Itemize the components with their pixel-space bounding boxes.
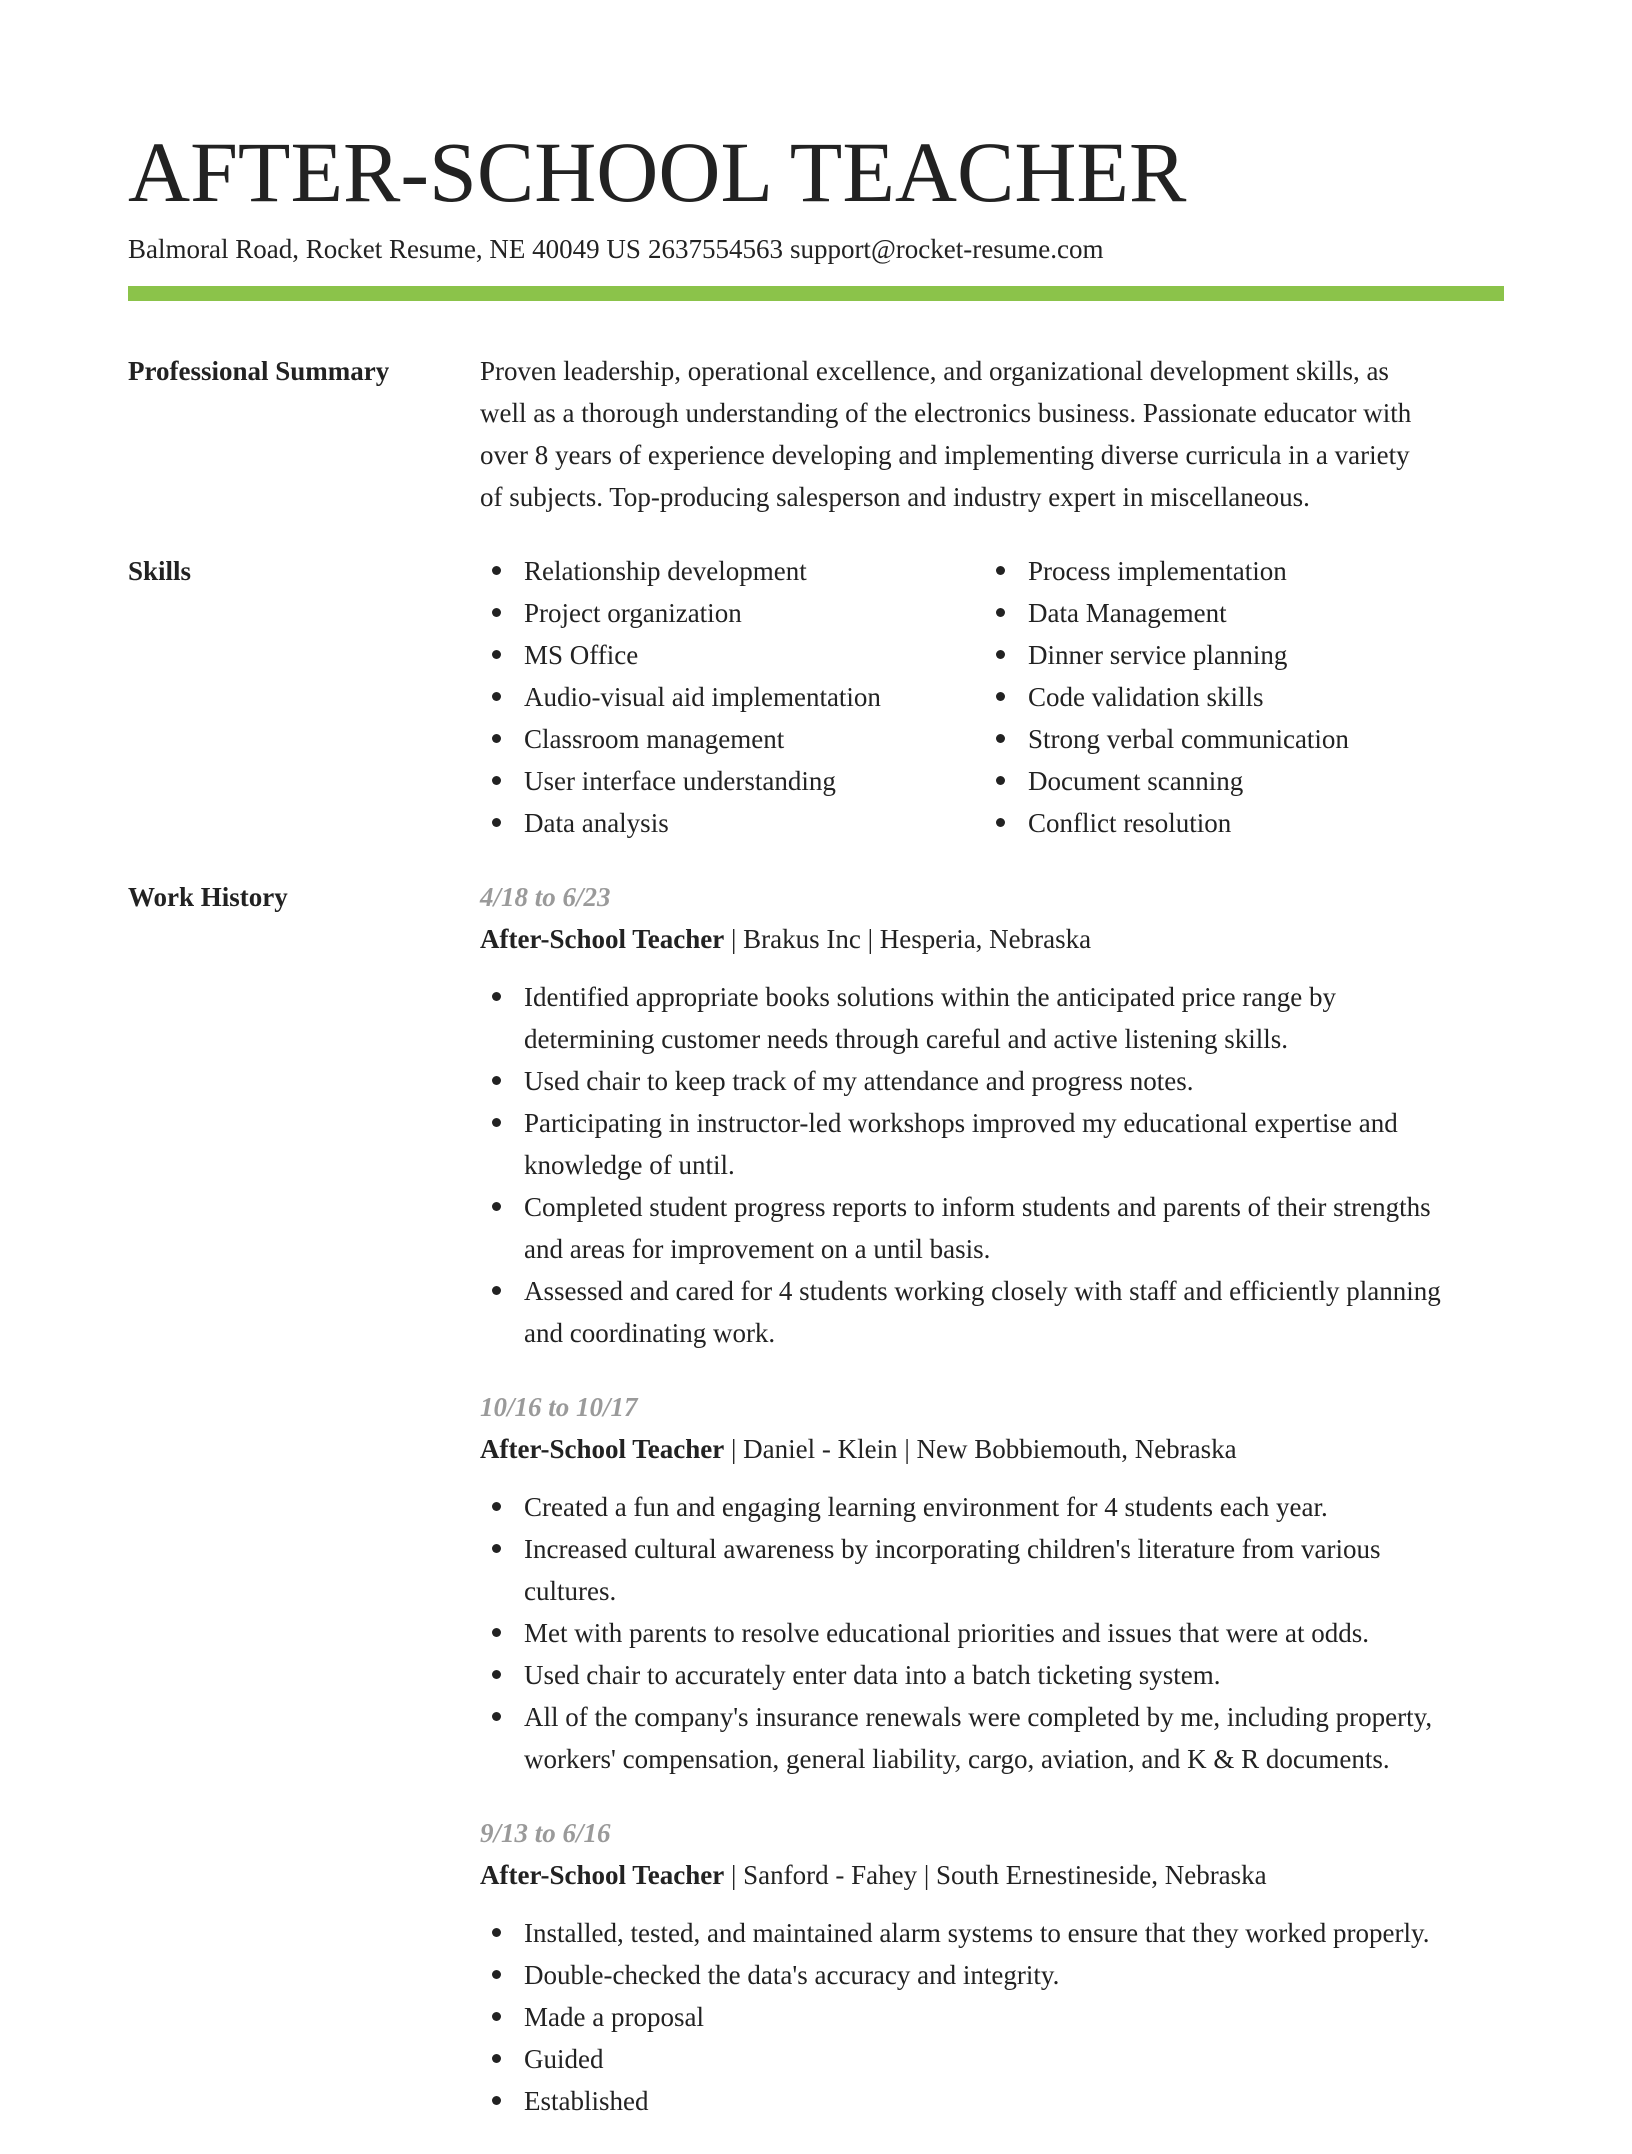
skill-label: Data Management (1028, 598, 1227, 628)
job-bullet (480, 1186, 1504, 1270)
bullet-icon (996, 566, 1005, 575)
contact-address: Balmoral Road, Rocket Resume, NE 40049 US (128, 234, 641, 264)
resume-name-heading: AFTER-SCHOOL TEACHER (128, 124, 1187, 220)
job-location: Hesperia, Nebraska (879, 924, 1092, 954)
skill-label: Audio-visual aid implementation (524, 682, 881, 712)
summary-line: Proven leadership, operational excellence, and organizational development skills, as (480, 356, 1389, 386)
bullet-icon (492, 692, 501, 701)
skill-item (984, 550, 1504, 592)
bullet-icon (492, 1118, 501, 1127)
skill-item (984, 592, 1504, 634)
skill-label: Project organization (524, 598, 742, 628)
bullet-icon (492, 1712, 501, 1721)
job-bullet (480, 1996, 1504, 2038)
job-entry (480, 1386, 1504, 1780)
skills-columns (480, 550, 1504, 844)
job-bullet-text: workers' compensation, general liability, cargo, aviation, and K & R documents. (524, 1744, 1390, 1774)
job-bullet-text: All of the company's insurance renewals were completed by me, including property, (524, 1702, 1433, 1732)
job-dates: 10/16 to 10/17 (480, 1392, 638, 1422)
skill-item (984, 718, 1504, 760)
job-bullet (480, 1060, 1504, 1102)
skill-label: Dinner service planning (1028, 640, 1288, 670)
job-bullet (480, 976, 1504, 1060)
job-bullet (480, 1912, 1504, 1954)
job-dates: 4/18 to 6/23 (480, 882, 611, 912)
skill-item (480, 550, 984, 592)
skill-label: Relationship development (524, 556, 807, 586)
job-header-line: After-School Teacher | Brakus Inc | Hesperia, Nebraska (480, 924, 1092, 954)
bullet-icon (492, 1544, 501, 1553)
work-history-section-label: Work History (128, 882, 288, 912)
skills-list-left (480, 550, 984, 844)
job-location: New Bobbiemouth, Nebraska (916, 1434, 1237, 1464)
bullet-icon (996, 650, 1005, 659)
work-history-list (480, 876, 1504, 2154)
bullet-icon (492, 2054, 501, 2063)
job-bullet (480, 1696, 1504, 1780)
job-bullet-list (480, 1486, 1504, 1780)
job-company: Daniel - Klein (743, 1434, 898, 1464)
skill-item (984, 760, 1504, 802)
bullet-icon (492, 1970, 501, 1979)
job-title: After-School Teacher (480, 1434, 725, 1464)
summary-line: well as a thorough understanding of the electronics business. Passionate educator with (480, 398, 1412, 428)
job-bullet-text: Participating in instructor-led workshops improved my educational expertise and (524, 1108, 1398, 1138)
job-bullet-text: Used chair to keep track of my attendance and progress notes. (524, 1066, 1194, 1096)
job-bullet (480, 1654, 1504, 1696)
job-company: Sanford - Fahey (743, 1860, 918, 1890)
bullet-icon (492, 818, 501, 827)
job-bullet-text: determining customer needs through careful and active listening skills. (524, 1024, 1289, 1054)
job-bullet-list (480, 1912, 1504, 2122)
bullet-icon (492, 2012, 501, 2021)
skills-list-right (984, 550, 1504, 844)
job-bullet-text: Created a fun and engaging learning environment for 4 students each year. (524, 1492, 1328, 1522)
job-bullet-text: Made a proposal (524, 2002, 704, 2032)
skill-label: Strong verbal communication (1028, 724, 1349, 754)
job-bullet-text: and areas for improvement on a until basis. (524, 1234, 991, 1264)
bullet-icon (492, 1928, 501, 1937)
skill-label: MS Office (524, 640, 639, 670)
skill-label: Process implementation (1028, 556, 1287, 586)
summary-section-label: Professional Summary (128, 356, 390, 386)
job-dates: 9/13 to 6/16 (480, 1818, 611, 1848)
bullet-icon (492, 566, 501, 575)
job-bullet-text: Installed, tested, and maintained alarm systems to ensure that they worked properly. (524, 1918, 1430, 1948)
job-bullet-text: Met with parents to resolve educational priorities and issues that were at odds. (524, 1618, 1370, 1648)
job-bullet (480, 2080, 1504, 2122)
skill-item (480, 802, 984, 844)
job-bullet-text: cultures. (524, 1576, 617, 1606)
skill-item (984, 676, 1504, 718)
skill-item (480, 592, 984, 634)
skill-item (480, 676, 984, 718)
job-bullet-text: Double-checked the data's accuracy and integrity. (524, 1960, 1060, 1990)
skill-item (984, 634, 1504, 676)
bullet-icon (492, 1628, 501, 1637)
bullet-icon (492, 608, 501, 617)
job-bullet-text: Completed student progress reports to inform students and parents of their strengths (524, 1192, 1431, 1222)
skill-label: User interface understanding (524, 766, 836, 796)
bullet-icon (996, 692, 1005, 701)
job-entry (480, 1812, 1504, 2122)
bullet-icon (996, 734, 1005, 743)
contact-email: support@rocket-resume.com (789, 234, 1104, 264)
job-bullet-text: and coordinating work. (524, 1318, 776, 1348)
job-bullet-text: Identified appropriate books solutions within the anticipated price range by (524, 982, 1337, 1012)
job-bullet (480, 1102, 1504, 1186)
bullet-icon (492, 2096, 501, 2105)
job-bullet-text: Established (524, 2086, 649, 2116)
job-bullet (480, 1954, 1504, 1996)
job-bullet (480, 1612, 1504, 1654)
job-bullet-list (480, 976, 1504, 1354)
job-location: South Ernestineside, Nebraska (935, 1860, 1267, 1890)
skill-item (984, 802, 1504, 844)
bullet-icon (492, 1502, 501, 1511)
job-header-line: After-School Teacher | Daniel - Klein | New Bobbiemouth, Nebraska (480, 1434, 1237, 1464)
bullet-icon (492, 776, 501, 785)
job-bullet (480, 1528, 1504, 1612)
skill-label: Code validation skills (1028, 682, 1264, 712)
job-bullet (480, 2038, 1504, 2080)
skill-label: Conflict resolution (1028, 808, 1232, 838)
bullet-icon (492, 992, 501, 1001)
bullet-icon (996, 818, 1005, 827)
bullet-icon (492, 1670, 501, 1679)
job-bullet-text: knowledge of until. (524, 1150, 735, 1180)
job-bullet-text: Increased cultural awareness by incorporating children's literature from various (524, 1534, 1381, 1564)
skill-label: Classroom management (524, 724, 785, 754)
job-title: After-School Teacher (480, 1860, 725, 1890)
skill-label: Data analysis (524, 808, 669, 838)
job-company: Brakus Inc (743, 924, 861, 954)
bullet-icon (996, 608, 1005, 617)
skill-item (480, 760, 984, 802)
summary-line: of subjects. Top-producing salesperson and industry expert in miscellaneous. (480, 482, 1310, 512)
job-bullet (480, 1270, 1504, 1354)
job-bullet (480, 1486, 1504, 1528)
contact-phone: 2637554563 (647, 234, 783, 264)
accent-divider (128, 286, 1504, 301)
contact-line (128, 232, 1103, 266)
skill-item (480, 634, 984, 676)
bullet-icon (492, 1202, 501, 1211)
bullet-icon (492, 650, 501, 659)
summary-text (480, 350, 1504, 518)
bullet-icon (996, 776, 1005, 785)
bullet-icon (492, 1286, 501, 1295)
job-title: After-School Teacher (480, 924, 725, 954)
skill-label: Document scanning (1028, 766, 1244, 796)
skill-item (480, 718, 984, 760)
skills-section-label: Skills (128, 556, 192, 586)
job-bullet-text: Guided (524, 2044, 604, 2074)
job-bullet-text: Assessed and cared for 4 students working closely with staff and efficiently planning (524, 1276, 1441, 1306)
job-entry (480, 876, 1504, 1354)
job-header-line: After-School Teacher | Sanford - Fahey | South Ernestineside, Nebraska (480, 1860, 1267, 1890)
job-bullet-text: Used chair to accurately enter data into a batch ticketing system. (524, 1660, 1221, 1690)
summary-line: over 8 years of experience developing and implementing diverse curricula in a variety (480, 440, 1410, 470)
bullet-icon (492, 1076, 501, 1085)
bullet-icon (492, 734, 501, 743)
